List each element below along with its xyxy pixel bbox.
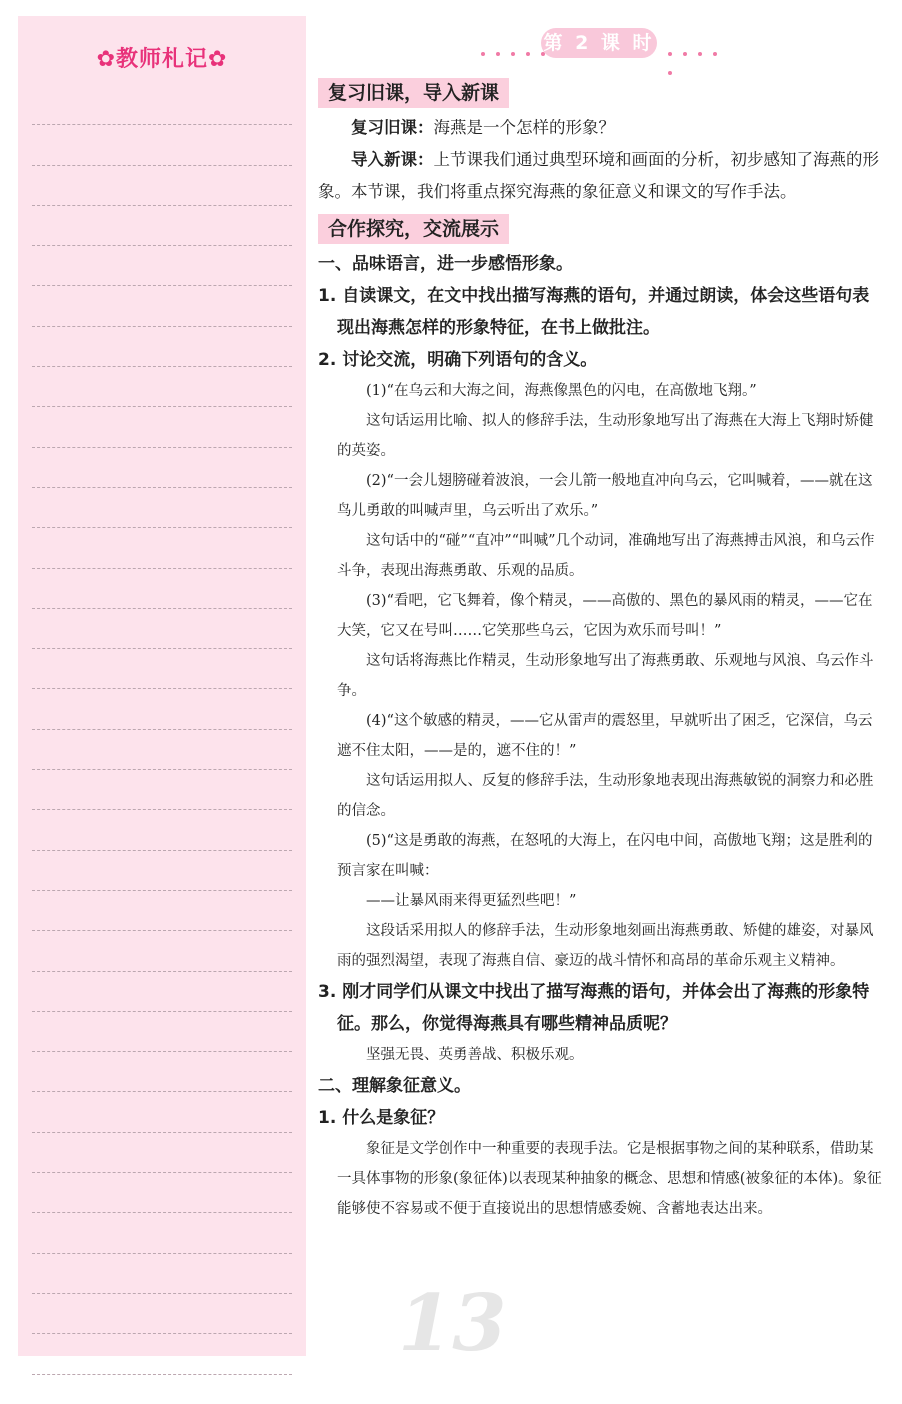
note-line: [32, 1052, 292, 1092]
teacher-notes-sidebar: [18, 16, 306, 1356]
note-line: [32, 367, 292, 407]
note-line: [32, 649, 292, 689]
note-line: [32, 1294, 292, 1334]
note-line: [32, 528, 292, 568]
section-heading-explore: 合作探究，交流展示: [318, 214, 509, 244]
lesson-badge: 第 2 课 时: [541, 28, 657, 58]
note-line: [32, 851, 292, 891]
quote-item: (2)“一会儿翅膀碰着波浪，一会儿箭一般地直冲向乌云，它叫喊着，——就在这鸟儿勇敢的叫喊声里，乌云听出了欢乐。”: [337, 473, 873, 519]
note-line: [32, 810, 292, 850]
question-3-answer: 坚强无畏、英勇善战、积极乐观。: [366, 1047, 584, 1063]
note-lines: [32, 85, 292, 1375]
quote-item: (4)“这个敏感的精灵，——它从雷声的震怒里，早就听出了困乏，它深信，乌云遮不住太阳，——是的，遮不住的！”: [337, 713, 873, 759]
intro-paragraph: 导入新课：上节课我们通过典型环境和画面的分析，初步感知了海燕的形象。本节课，我们将重点探究海燕的象征意义和课文的写作手法。: [318, 150, 879, 201]
note-line: [32, 1092, 292, 1132]
note-line: [32, 770, 292, 810]
note-line: [32, 689, 292, 729]
note-line: [32, 1334, 292, 1374]
note-line: [32, 609, 292, 649]
note-line: [32, 488, 292, 528]
lesson-header: [470, 28, 730, 58]
quote-item: (5)“这是勇敢的海燕，在怒吼的大海上，在闪电中间，高傲地飞翔；这是胜利的预言家在叫喊：: [337, 833, 873, 879]
main-content: [318, 78, 884, 1224]
question-4-answer: 象征是文学创作中一种重要的表现手法。它是根据事物之间的某种联系，借助某一具体事物的形象(象征体)以表现某种抽象的概念、思想和情感(被象征的本体)。象征能够使不容易或不便于直接说出的思想情感委婉、含蓄地表达出来。: [337, 1141, 882, 1217]
question-2: 2. 讨论交流，明确下列语句的含义。: [318, 350, 598, 370]
question-4: 1. 什么是象征？: [318, 1108, 445, 1128]
note-line: [32, 730, 292, 770]
note-line: [32, 972, 292, 1012]
note-line: [32, 246, 292, 286]
quote-item-continued: ——让暴风雨来得更猛烈些吧！”: [366, 893, 577, 909]
question-3: 3. 刚才同学们从课文中找出了描写海燕的语句，并体会出了海燕的形象特征。那么，你觉得海燕具有哪些精神品质呢？: [318, 982, 870, 1034]
sidebar-title: ✿教师札记✿: [96, 47, 228, 72]
note-line: [32, 85, 292, 125]
note-line: [32, 1173, 292, 1213]
note-line: [32, 125, 292, 165]
page-number: 13: [398, 1278, 507, 1369]
review-paragraph: 复习旧课：海燕是一个怎样的形象？: [351, 118, 615, 137]
note-line: [32, 286, 292, 326]
note-line: [32, 1012, 292, 1052]
note-line: [32, 931, 292, 971]
note-line: [32, 891, 292, 931]
note-line: [32, 1254, 292, 1294]
part2-title: 二、理解象征意义。: [318, 1076, 471, 1096]
note-line: [32, 448, 292, 488]
quote-item: (3)“看吧，它飞舞着，像个精灵，——高傲的、黑色的暴风雨的精灵，——它在大笑，它又在号叫……它笑那些乌云，它因为欢乐而号叫！”: [337, 593, 873, 639]
note-line: [32, 206, 292, 246]
analysis-item: 这句话中的“碰”“直冲”“叫喊”几个动词，准确地写出了海燕搏击风浪，和乌云作斗争，表现出海燕勇敢、乐观的品质。: [337, 533, 875, 579]
analysis-item: 这句话将海燕比作精灵，生动形象地写出了海燕勇敢、乐观地与风浪、乌云作斗争。: [337, 653, 874, 699]
quote-item: (1)“在乌云和大海之间，海燕像黑色的闪电，在高傲地飞翔。”: [366, 383, 757, 399]
note-line: [32, 1133, 292, 1173]
section-heading-review: 复习旧课，导入新课: [318, 78, 509, 108]
note-line: [32, 407, 292, 447]
note-line: [32, 1213, 292, 1253]
note-line: [32, 327, 292, 367]
part1-title: 一、品味语言，进一步感悟形象。: [318, 254, 573, 274]
question-1: 1. 自读课文，在文中找出描写海燕的语句，并通过朗读，体会这些语句表现出海燕怎样的形象特征，在书上做批注。: [318, 286, 870, 338]
analysis-item: 这段话采用拟人的修辞手法，生动形象地刻画出海燕勇敢、矫健的雄姿，对暴风雨的强烈渴望，表现了海燕自信、豪迈的战斗情怀和高昂的革命乐观主义精神。: [337, 923, 874, 969]
note-line: [32, 166, 292, 206]
note-line: [32, 569, 292, 609]
analysis-item: 这句话运用拟人、反复的修辞手法，生动形象地表现出海燕敏锐的洞察力和必胜的信念。: [337, 773, 874, 819]
decorative-dots-right: [668, 41, 730, 45]
analysis-item: 这句话运用比喻、拟人的修辞手法，生动形象地写出了海燕在大海上飞翔时矫健的英姿。: [337, 413, 874, 459]
